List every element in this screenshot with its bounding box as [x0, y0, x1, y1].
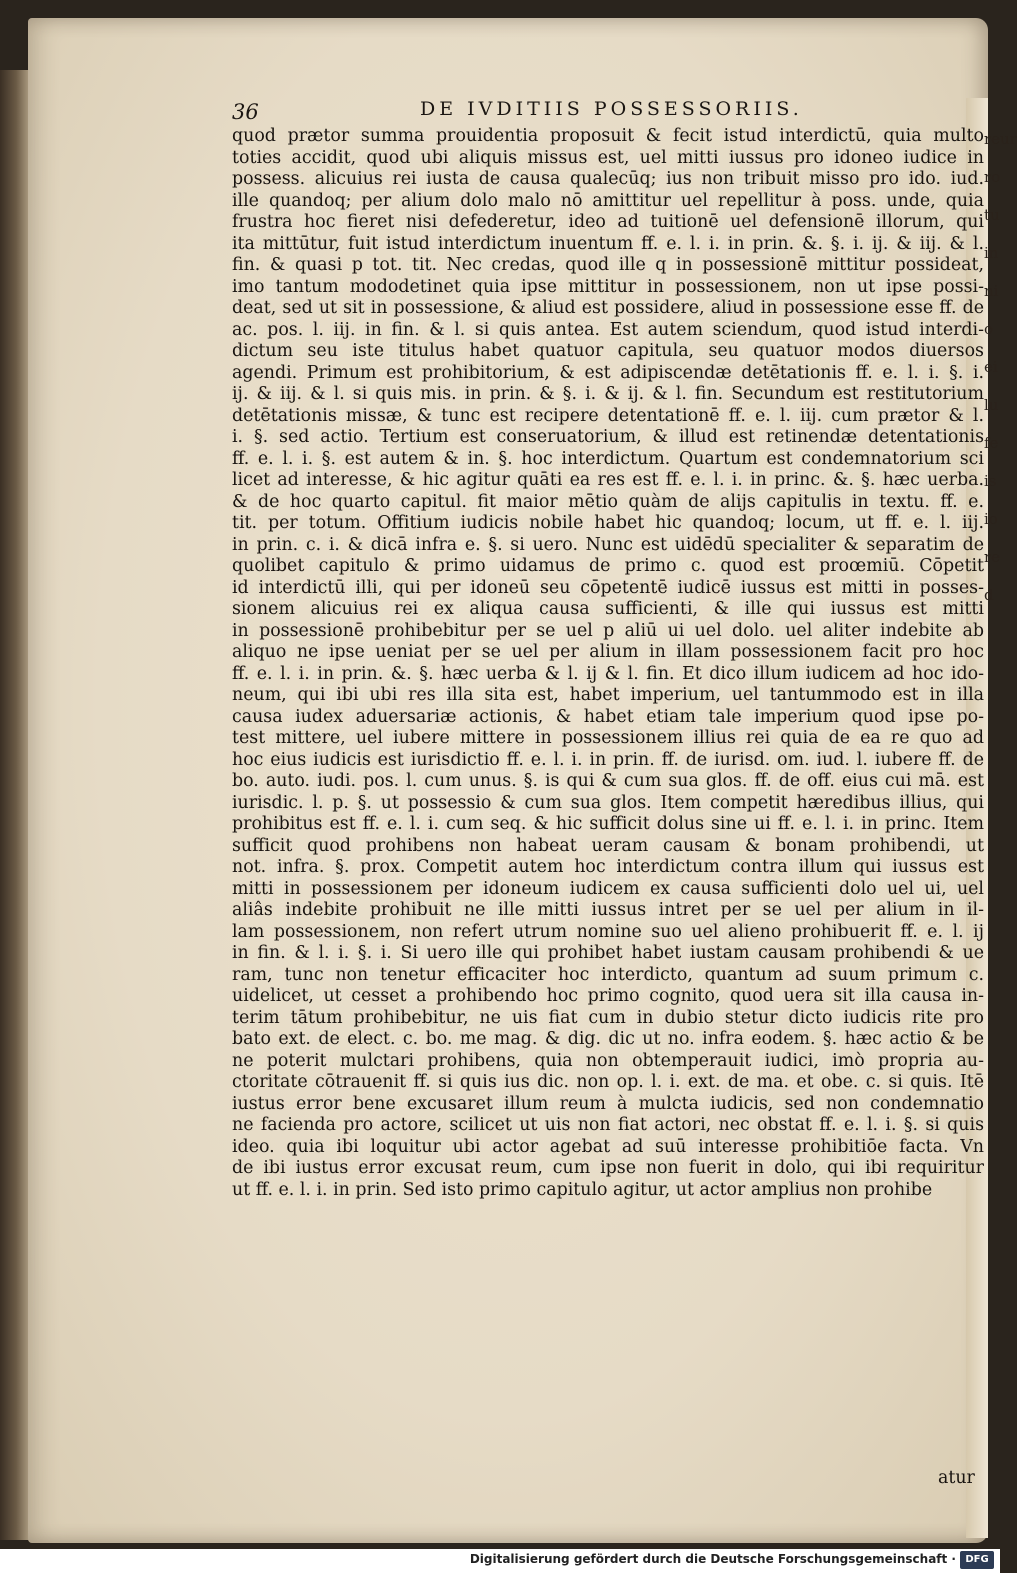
text-line: tit. per totum. Offitium iudicis nobile habet hic quandoq; locum, ut ff. e. l. iij.: [232, 513, 984, 533]
text-line: bo. auto. iudi. pos. l. cum unus. §. is qui & cum sua glos. ff. de off. eius cui mā. est: [232, 771, 984, 791]
text-line: uidelicet, ut cesset a prohibendo hoc primo cognito, quod uera sit illa causa in-: [232, 986, 984, 1006]
text-line: ille quandoq; per alium dolo malo nō amittitur uel repellitur à poss. unde, quia: [232, 190, 984, 211]
text-line: aliâs indebite prohibuit ne ille mitti iussus intret per se uel per alium in il-: [232, 900, 984, 920]
body-text: [232, 126, 984, 1201]
text-line: causa iudex aduersariæ actionis, & habet etiam tale imperium quod ipse po-: [232, 706, 984, 727]
text-line: frustra hoc fieret nisi defederetur, ideo ad tuitionē uel defensionē illorum, qui: [232, 212, 984, 232]
text-line: test mittere, uel iubere mittere in possessionem illius rei quia de ea re quo ad: [232, 728, 984, 748]
text-line: lam possessionem, non refert utrum nomine suo uel alieno prohibuerit ff. e. l. ij: [232, 921, 984, 942]
text-line: toties accidit, quod ubi aliquis missus est, uel mitti iussus pro idoneo iudice in: [232, 147, 984, 168]
text-line: ff. e. l. i. in prin. &. §. hæc uerba & l. ij & l. fin. Et dico illum iudicem ad hoc ido-: [232, 663, 984, 684]
text-line: not. infra. §. prox. Competit autem hoc interdictum contra illum qui iussus est: [232, 857, 984, 877]
text-line: ut ff. e. l. i. in prin. Sed isto primo capitulo agitur, ut actor amplius non prohibe: [232, 1179, 933, 1200]
text-line: deat, sed ut sit in possessione, & aliud est possidere, aliud in possessione esse ff. de: [232, 298, 984, 318]
digitization-credit: Digitalisierung gefördert durch die Deutsche Forschungsgemeinschaft ·: [469, 1552, 956, 1566]
text-line: ram, tunc non tenetur efficaciter hoc interdicto, quantum ad suum primum c.: [232, 964, 984, 985]
text-line: de ibi iustus error excusat reum, cum ipse non fuerit in dolo, qui ibi requiritur: [232, 1158, 984, 1178]
text-line: bato ext. de elect. c. bo. me mag. & dig. dic ut no. infra eodem. §. hæc actio & be: [232, 1029, 984, 1049]
text-line: in possessionē prohibebitur per se uel p aliū ui uel dolo. uel aliter indebite ab: [232, 620, 984, 641]
text-line: aliquo ne ipse ueniat per se uel per alium in illam possessionem facit pro hoc: [232, 642, 984, 662]
text-line: id interdictū illi, qui per idoneū seu cōpetentē iudicē iussus est mitti in posses-: [232, 577, 984, 598]
text-line: iurisdic. l. p. §. ut possessio & cum sua glos. Item competit hæredibus illius, qui: [232, 792, 984, 813]
text-line: quod prætor summa prouidentia proposuit & fecit istud interdictū, quia multo: [232, 126, 984, 146]
facing-page-margin-text: reur ro tu in ni o ei lu fe is io re d: [984, 130, 1017, 604]
text-line: dictum seu iste titulus habet quatuor capitula, seu quatuor modos diuersos: [232, 341, 984, 361]
text-line: ac. pos. l. iij. in fin. & l. si quis antea. Est autem sciendum, quod istud interdi-: [232, 319, 984, 340]
text-line: ita mittūtur, fuit istud interdictum inuentum ff. e. l. i. in prin. &. §. i. ij. & iij. & l.: [232, 233, 984, 254]
text-line: terim tātum prohibebitur, ne uis fiat cum in dubio stetur dicto iudicis rite pro: [232, 1007, 984, 1028]
text-line: neum, qui ibi ubi res illa sita est, habet imperium, uel tantummodo est in illa: [232, 685, 984, 705]
dfg-logo: DFG: [960, 1551, 994, 1569]
text-line: sionem alicuius rei ex aliqua causa sufficienti, & ille qui iussus est mitti: [232, 599, 984, 619]
text-line: ij. & iij. & l. si quis mis. in prin. & §. i. & ij. & l. fin. Secundum est restitutorium: [232, 384, 984, 404]
text-line: imo tantum mododetinet quia ipse mittitur in possessionem, non ut ipse possi-: [232, 276, 984, 297]
text-line: in fin. & l. i. §. i. Si uero ille qui prohibet habet iustam causam prohibendi & ue: [232, 943, 984, 963]
text-line: sufficit quod prohibens non habeat ueram causam & bonam prohibendi, ut: [232, 835, 984, 856]
text-line: fin. & quasi p tot. tit. Nec credas, quod ille q in possessionē mittitur possideat,: [232, 255, 984, 275]
text-line: ne poterit mulctari prohibens, quia non obtemperauit iudici, imò propria au-: [232, 1050, 984, 1071]
text-line: quolibet capitulo & primo uidamus de primo c. quod est proœmiū. Cōpetit: [232, 556, 984, 576]
running-head: DE IVDITIIS POSSESSORIIS.: [420, 98, 803, 120]
text-line: iustus error bene excusaret illum reum à mulcta iudicis, sed non condemnatio: [232, 1093, 984, 1114]
text-line: prohibitus est ff. e. l. i. cum seq. & hic sufficit dolus sine ui ff. e. l. i. in princ. Item: [232, 814, 984, 834]
text-line: ne facienda pro actore, scilicet ut uis non fiat actori, nec obstat ff. e. l. i. §. si quis: [232, 1115, 984, 1135]
text-line: ff. e. l. i. §. est autem & in. §. hoc interdictum. Quartum est condemnatorium sci: [232, 448, 984, 469]
text-line: in prin. c. i. & dicā infra e. §. si uero. Nunc est uidēdū specialiter & separatim de: [232, 534, 984, 555]
text-line: mitti in possessionem per idoneum iudicem ex causa sufficienti dolo uel ui, uel: [232, 878, 984, 899]
text-line: hoc eius iudicis est iurisdictio ff. e. l. i. in prin. ff. de iurisd. om. iud. l. iubere ff. de: [232, 749, 984, 770]
text-line: agendi. Primum est prohibitorium, & est adipiscendæ detētationis ff. e. l. i. §. i.: [232, 362, 984, 383]
text-line: detētationis missæ, & tunc est recipere detentationē ff. e. l. iij. cum prætor & l.: [232, 405, 984, 426]
text-line: ideo. quia ibi loquitur ubi actor agebat ad suū interesse prohibitiōe facta. Vn: [232, 1136, 984, 1157]
text-line: licet ad interesse, & hic agitur quāti ea res est ff. e. l. i. in princ. &. §. hæc uerba.: [232, 470, 984, 490]
page-number: 36: [232, 100, 259, 124]
text-line: i. §. sed actio. Tertium est conseruatorium, & illud est retinendæ detentationis: [232, 427, 984, 447]
text-line: & de hoc quarto capitul. fit maior mētio quàm de alijs capitulis in textu. ff. e.: [232, 491, 984, 512]
catchword: atur: [938, 1468, 975, 1488]
text-line: possess. alicuius rei iusta de causa qualecūq; ius non tribuit misso pro ido. iud.: [232, 169, 984, 189]
text-line: ctoritate cōtrauenit ff. si quis ius dic. non op. l. i. ext. de ma. et obe. c. si quis. Itē: [232, 1072, 984, 1092]
